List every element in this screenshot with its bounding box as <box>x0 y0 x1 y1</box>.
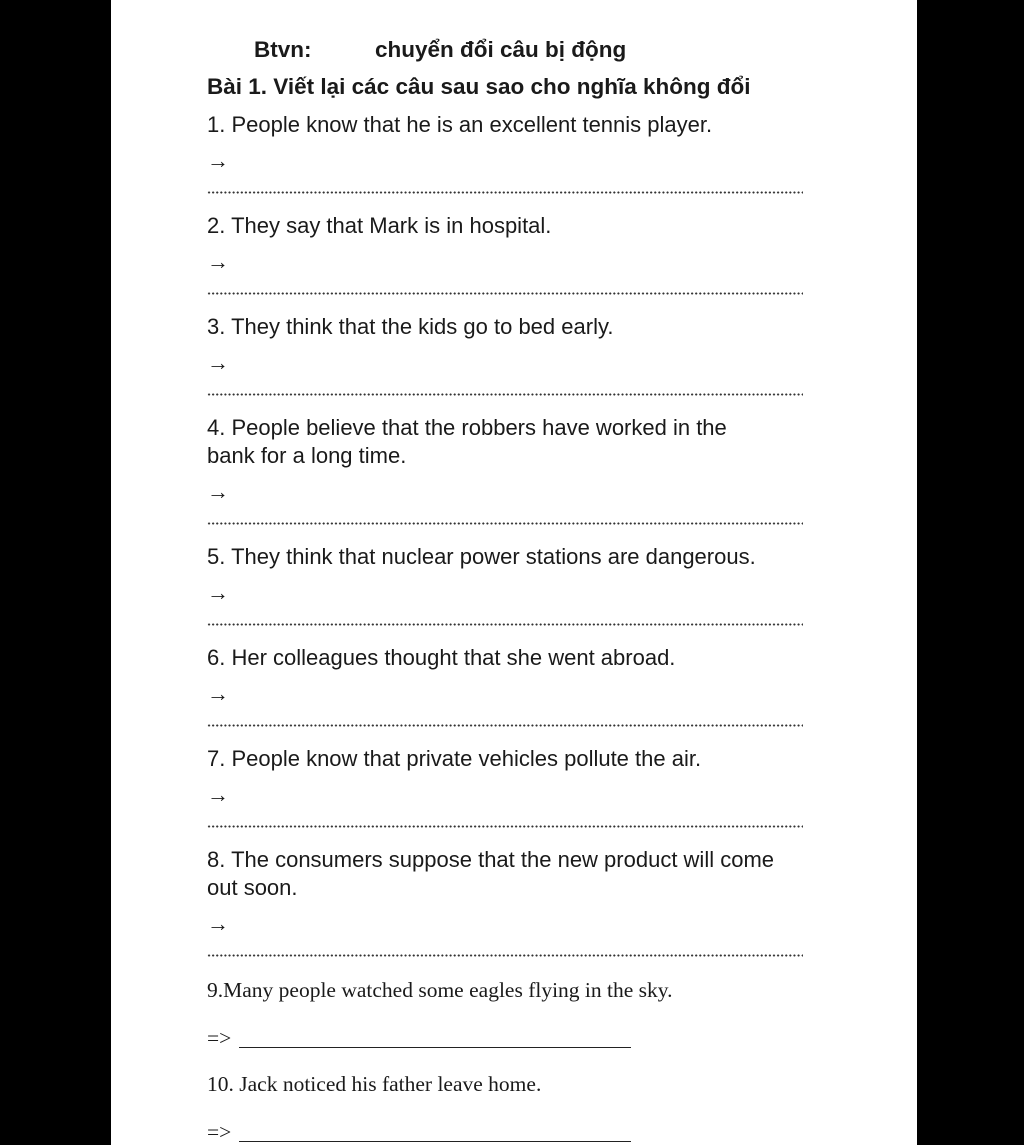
answer-line-7[interactable] <box>207 825 803 828</box>
answer-arrow-5: → <box>207 580 229 605</box>
answer-line-4[interactable] <box>207 522 803 525</box>
answer-line-10[interactable] <box>239 1141 631 1142</box>
question-5: 5. They think that nuclear power stations are dangerous. <box>207 544 756 569</box>
question-8-line-1: 8. The consumers suppose that the new product will come <box>207 847 775 872</box>
answer-arrow-8: → <box>207 911 229 936</box>
question-4-line-2: bank for a long time. <box>207 443 407 468</box>
worksheet-topic: chuyển đổi câu bị động <box>375 37 627 62</box>
answer-line-1[interactable] <box>207 191 803 194</box>
question-8-line-2: out soon. <box>207 875 298 900</box>
question-1: 1. People know that he is an excellent tennis player. <box>207 112 713 137</box>
answer-arrow-10: => <box>207 1120 232 1144</box>
question-6: 6. Her colleagues thought that she went abroad. <box>207 645 676 670</box>
answer-arrow-3: → <box>207 350 229 375</box>
answer-line-5[interactable] <box>207 623 803 626</box>
worksheet-page <box>111 0 917 1145</box>
question-10: 10. Jack noticed his father leave home. <box>207 1072 542 1096</box>
answer-line-3[interactable] <box>207 393 803 396</box>
question-2: 2. They say that Mark is in hospital. <box>207 213 552 238</box>
answer-arrow-2: → <box>207 249 229 274</box>
answer-arrow-6: → <box>207 681 229 706</box>
answer-arrow-7: → <box>207 782 229 807</box>
btvn-label: Btvn: <box>254 37 312 62</box>
question-3: 3. They think that the kids go to bed early. <box>207 314 614 339</box>
question-4-line-1: 4. People believe that the robbers have worked in the <box>207 415 727 440</box>
answer-arrow-9: => <box>207 1026 232 1050</box>
answer-line-6[interactable] <box>207 724 803 727</box>
answer-line-9[interactable] <box>239 1047 631 1048</box>
question-7: 7. People know that private vehicles pollute the air. <box>207 746 702 771</box>
exercise-title: Bài 1. Viết lại các câu sau sao cho nghĩa không đổi <box>207 74 751 99</box>
answer-line-8[interactable] <box>207 954 803 957</box>
answer-line-2[interactable] <box>207 292 803 295</box>
answer-arrow-1: → <box>207 148 229 173</box>
answer-arrow-4: → <box>207 479 229 504</box>
question-9: 9.Many people watched some eagles flying in the sky. <box>207 978 673 1002</box>
